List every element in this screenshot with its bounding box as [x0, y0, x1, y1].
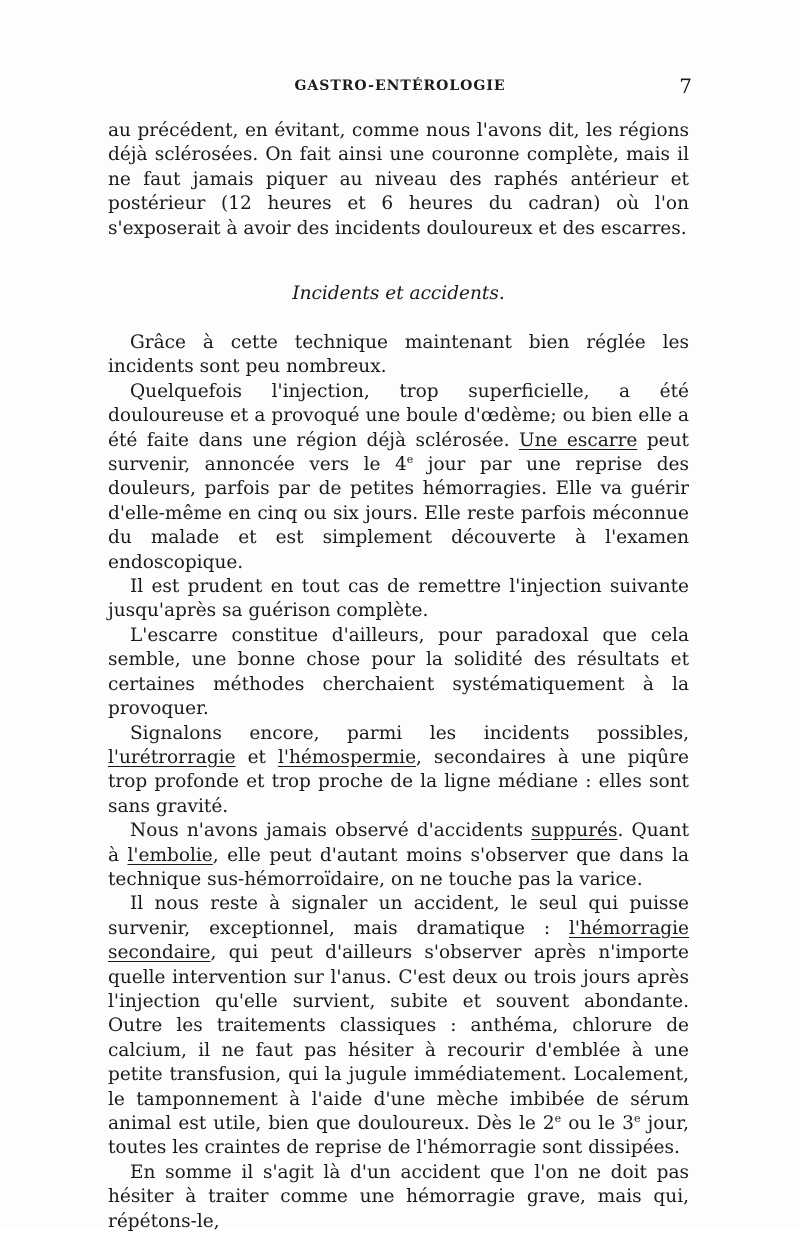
underlined-term: suppurés — [531, 820, 618, 842]
text-run: Il nous reste à signaler un accident, le seul qui puisse survenir, exceptionnel, mais dramatique : — [108, 893, 689, 939]
text-run: et — [235, 746, 278, 768]
running-title: GASTRO-ENTÉROLOGIE — [294, 78, 506, 94]
underlined-term: Une escarre — [518, 429, 638, 451]
text-run: . Quant à — [108, 820, 689, 866]
superscript: e — [554, 1111, 562, 1125]
intro-text-block — [108, 119, 689, 241]
intro-paragraph: au précédent, en évitant, comme nous l'avons dit, les régions déjà sclérosées. On fait ainsi une couronne complète, mais il ne faut jamais piquer au niveau des raphés antérieur et postérieur (12 heures et 6 heures du cadran) où l'on s'exposerait à avoir des incidents douloureux et des escarres. — [108, 120, 689, 239]
underlined-term: l'hémospermie — [277, 746, 417, 768]
paragraph: En somme il s'agit là d'un accident que l'on ne doit pas hésiter à traiter comme une hémorragie grave, mais qui, répétons-le, — [108, 1161, 689, 1232]
paragraph — [108, 722, 689, 820]
page-number: 7 — [679, 74, 692, 98]
superscript: e — [633, 1111, 641, 1125]
superscript: e — [406, 452, 414, 466]
section-heading: Incidents et accidents. — [292, 283, 505, 304]
paragraph: Il est prudent en tout cas de remettre l'injection suivante jusqu'après sa guérison complète. — [108, 576, 689, 622]
text-run: ou le 3 — [561, 1113, 634, 1134]
paragraph — [108, 380, 689, 575]
paragraph: Grâce à cette technique maintenant bien réglée les incidents sont peu nombreux. — [108, 332, 689, 378]
text-run: jour par une reprise des douleurs, parfois par de petites hémorragies. Elle va guérir d'elle-même en cinq ou six jours. Elle reste parfois méconnue du malade et est simplement découverte à l'examen endoscopique. — [108, 454, 689, 573]
text-run: peut survenir, annoncée vers le 4 — [108, 429, 689, 476]
underlined-term: l'urétrorragie — [108, 746, 236, 768]
text-run: jour, toutes les craintes de reprise de l'hémorragie sont dissipées. — [108, 1113, 689, 1159]
text-run: Signalons encore, parmi les incidents possibles, — [130, 722, 689, 744]
text-run: , secondaires à une piqûre trop profonde et trop proche de la ligne médiane : elles sont sans gravité. — [108, 746, 689, 817]
underlined-term: l'hémorragie secondaire — [108, 917, 689, 964]
underlined-term: l'embolie — [127, 844, 213, 866]
paragraph: L'escarre constitue d'ailleurs, pour paradoxal que cela semble, une bonne chose pour la solidité des résultats et certaines méthodes cherchaient systématiquement à la provoquer. — [108, 624, 689, 720]
paragraph — [108, 819, 689, 892]
text-run: , qui peut d'ailleurs s'observer après n'importe quelle intervention sur l'anus. C'est deux ou trois jours après l'injection qu'elle survient, subite et souvent abondante. Outre les traitements classiques : anthéma, chlorure de calcium, il ne faut pas hésiter à recourir d'emblée à une petite transfusion, qui la jugule immédiatement. Localement, le tamponnement à l'aide d'une mèche imbibée de sérum animal est utile, bien que douloureux. Dès le 2 — [108, 942, 689, 1134]
running-head — [108, 74, 692, 102]
text-run: Nous n'avons jamais observé d'accidents — [130, 820, 532, 842]
section-body — [108, 331, 689, 1234]
text-run: Quelquefois l'injection, trop superficielle, a été douloureuse et a provoqué une boule d'œdème; ou bien elle a été faite dans une région déjà sclérosée. — [108, 380, 689, 451]
text-run: , elle peut d'autant moins s'observer que dans la technique sus-hémorroïdaire, on ne touche pas la varice. — [108, 844, 689, 890]
paragraph — [108, 892, 689, 1160]
